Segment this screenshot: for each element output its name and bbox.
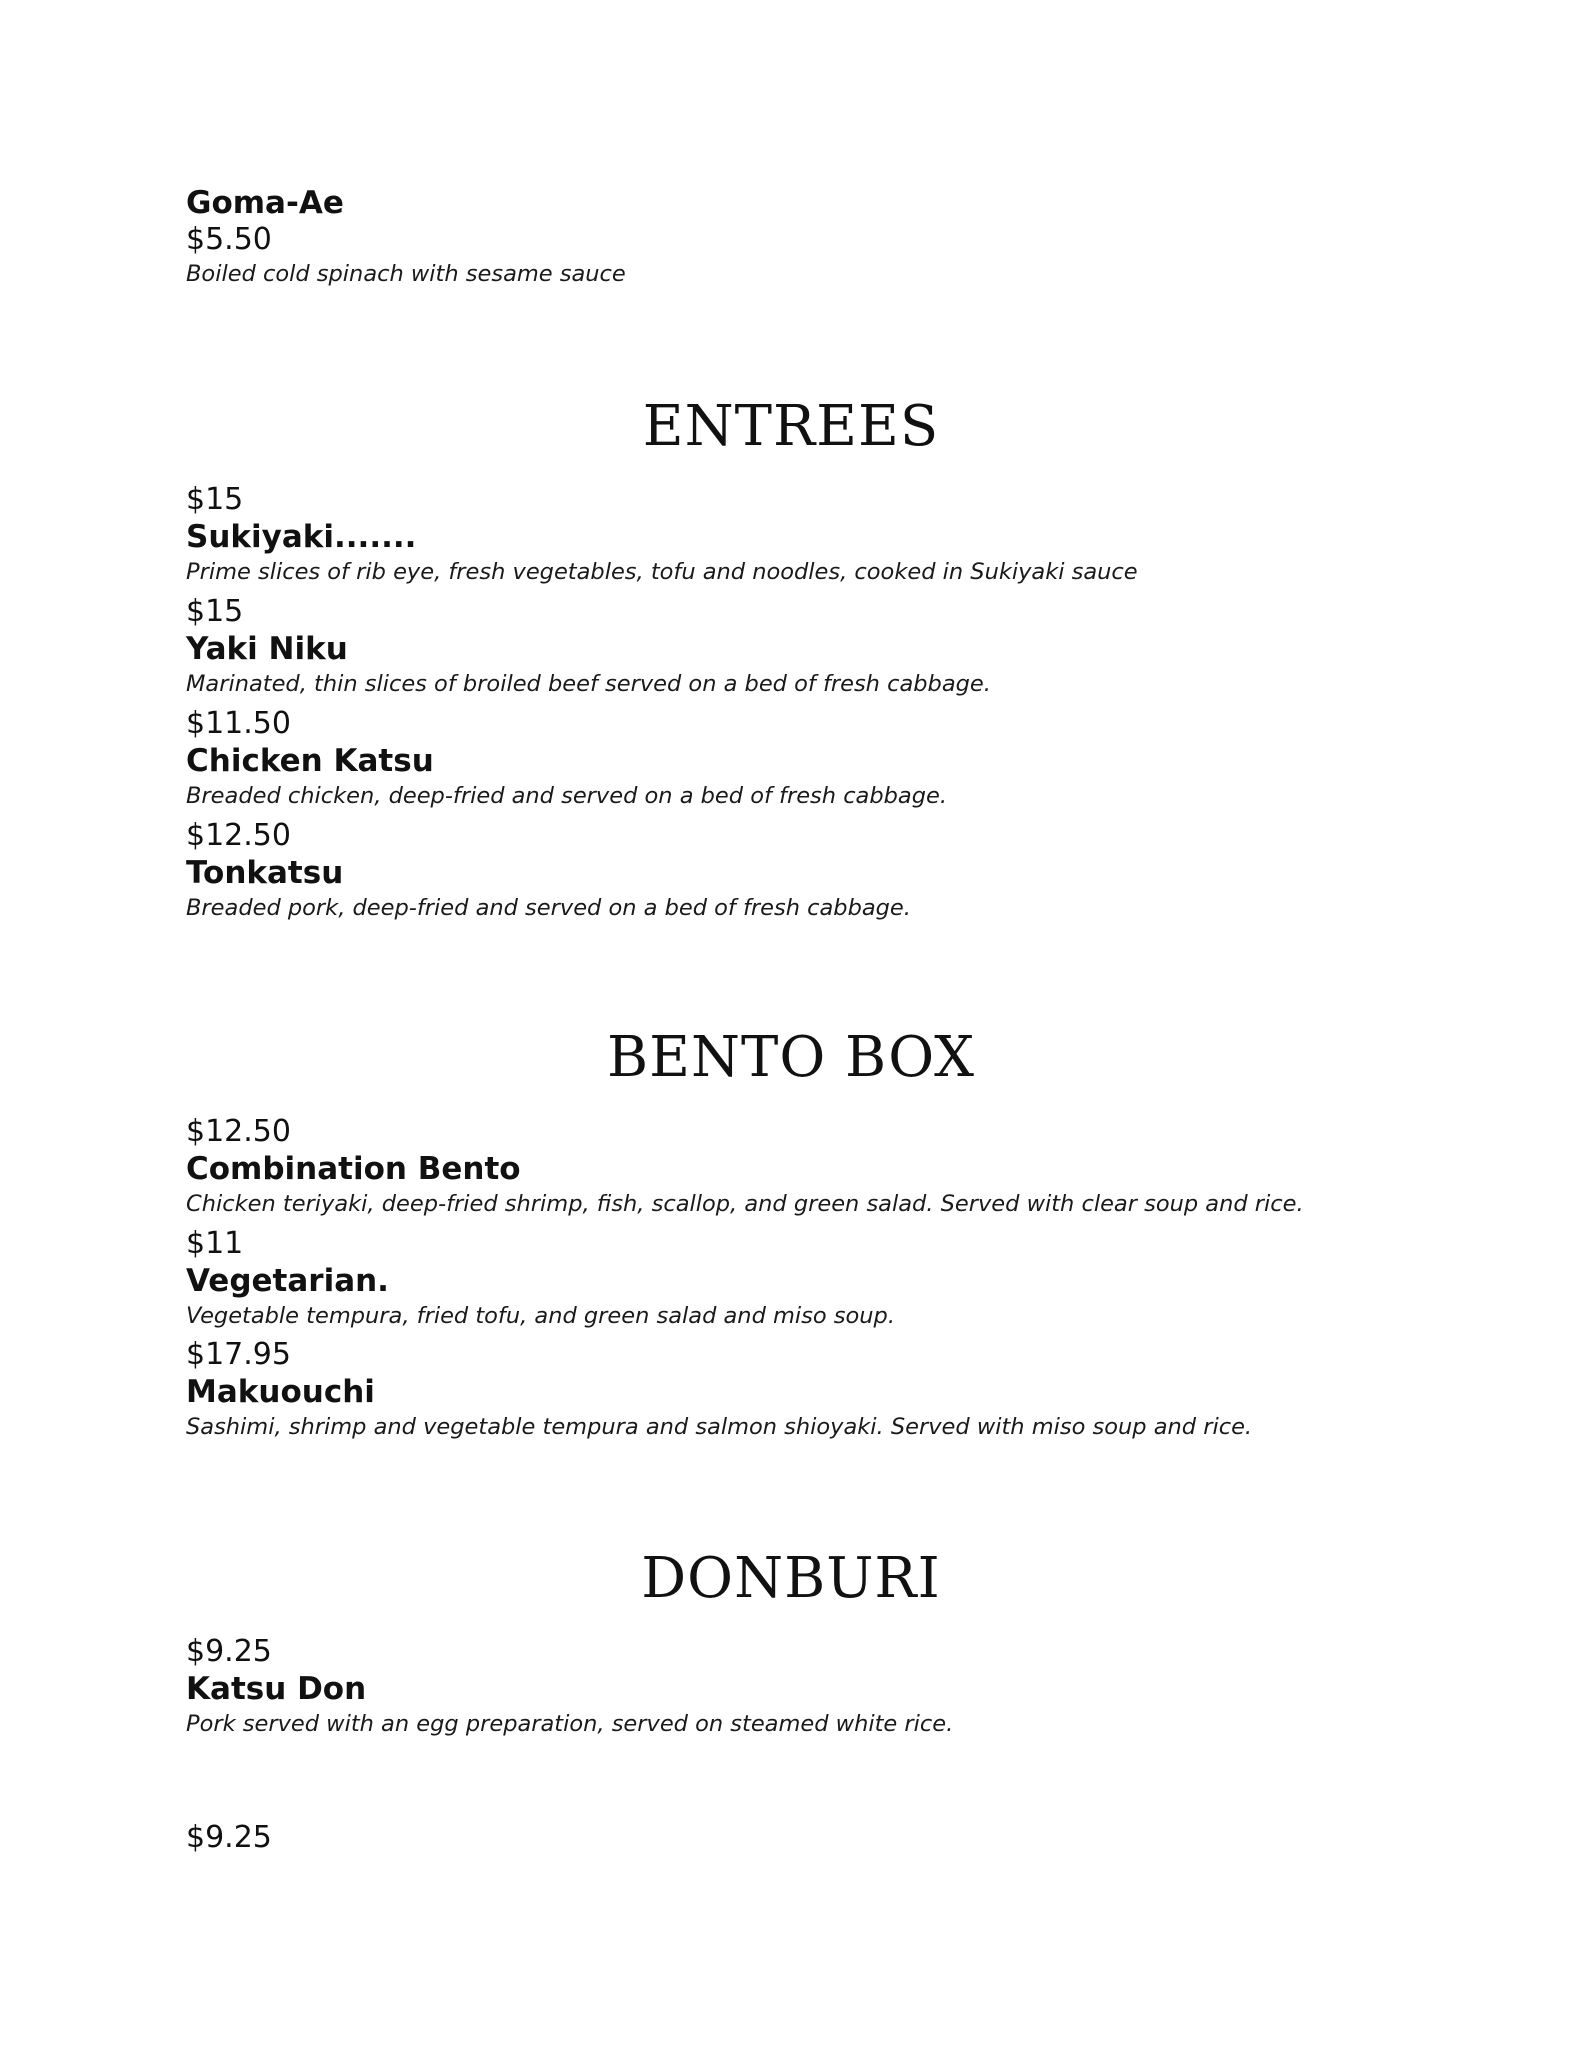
item-description: Marinated, thin slices of broiled beef served on a bed of fresh cabbage. [186,671,991,697]
menu-item [186,706,1396,812]
section-title-bento-box: BENTO BOX [606,1025,976,1090]
menu-item [186,1337,1396,1443]
item-price: $12.50 [186,1114,291,1149]
item-name: Makuouchi [186,1374,375,1410]
item-price: $9.25 [186,1820,272,1855]
menu-item [186,594,1396,700]
item-price: $15 [186,482,244,517]
section-title-entrees: ENTREES [642,394,940,459]
item-price: $12.50 [186,818,291,853]
item-price: $9.25 [186,1634,272,1669]
item-name: Vegetarian. [186,1263,389,1299]
menu-item [186,1114,1396,1220]
item-description: Pork served with an egg preparation, served on steamed white rice. [186,1711,954,1737]
item-description: Sashimi, shrimp and vegetable tempura and salmon shioyaki. Served with miso soup and rice. [186,1414,1253,1440]
item-price: $11.50 [186,706,291,741]
item-name: Katsu Don [186,1671,367,1707]
item-price: $5.50 [186,222,272,257]
item-description: Vegetable tempura, fried tofu, and green salad and miso soup. [186,1303,895,1329]
item-description: Prime slices of rib eye, fresh vegetables, tofu and noodles, cooked in Sukiyaki sauce [186,559,1138,585]
item-description: Boiled cold spinach with sesame sauce [186,261,626,287]
item-name: Combination Bento [186,1151,521,1187]
item-description: Breaded chicken, deep-fried and served on a bed of fresh cabbage. [186,783,947,809]
item-price: $15 [186,594,244,629]
menu-page [186,0,1396,2048]
item-price: $17.95 [186,1337,291,1372]
item-name: Chicken Katsu [186,743,434,779]
item-name: Sukiyaki....... [186,519,417,555]
menu-item [186,818,1396,924]
item-name: Goma-Ae [186,185,344,221]
menu-item [186,1226,1396,1332]
menu-item [186,482,1396,588]
menu-item-goma-ae [186,184,1396,290]
item-name: Tonkatsu [186,855,344,891]
item-description: Breaded pork, deep-fried and served on a bed of fresh cabbage. [186,895,911,921]
item-price: $11 [186,1226,244,1261]
section-title-donburi: DONBURI [641,1546,941,1611]
menu-item [186,1634,1396,1740]
item-name: Yaki Niku [186,631,348,667]
item-description: Chicken teriyaki, deep-fried shrimp, fish, scallop, and green salad. Served with clear soup and rice. [186,1191,1304,1217]
